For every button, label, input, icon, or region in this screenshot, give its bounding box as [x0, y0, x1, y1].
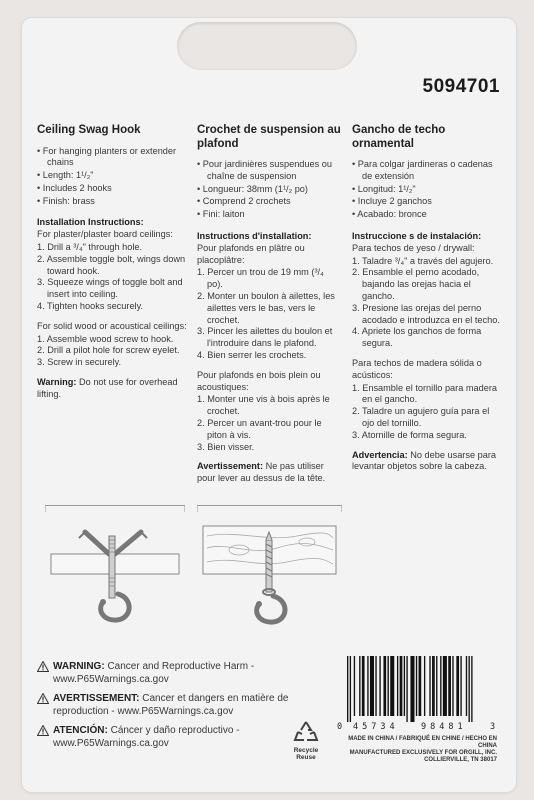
english-warning	[37, 377, 187, 401]
step-item: 1. Assemble wood screw to hook.	[37, 333, 174, 344]
feature-item: • Fini: laiton	[197, 209, 342, 221]
recycle-label: Recycle Reuse	[293, 746, 319, 761]
step-item: 2. Taladre un agujero guía para el ojo del tornillo.	[352, 406, 490, 428]
prop65-text: Cancer et dangers en matière de reproduction - www.P65Warnings.ca.gov	[53, 693, 289, 717]
french-features	[197, 159, 342, 221]
legal-line: MADE IN CHINA / FABRIQUÉ EN CHINE / HECHO EN CHINA	[348, 736, 497, 749]
spanish-title: Gancho de techo ornamental	[352, 124, 446, 150]
barcode-bar	[429, 656, 430, 716]
step-item: 2. Monter un boulon à ailettes, les ailettes vers le bas, vers le crochet.	[197, 290, 335, 325]
step-item: 2. Drill a pilot hole for screw eyelet.	[37, 345, 180, 356]
step-item: 4. Apriete los ganchos de forma segura.	[352, 326, 482, 349]
feature-item: • Para colgar jardineras o cadenas de extensión	[352, 159, 502, 183]
step-item: 2. Ensamble el perno acodado, bajando las orejas hacia el gancho.	[352, 267, 480, 301]
wood-screw-diagram	[197, 505, 342, 630]
barcode-bar	[350, 656, 351, 722]
spanish-warning	[352, 450, 502, 474]
barcode-bar	[436, 656, 437, 716]
french-column	[197, 124, 342, 485]
prop65-french	[37, 692, 297, 718]
english-features	[37, 146, 187, 208]
feature-item: • Length: 1¹/₂"	[37, 170, 187, 182]
step-item: 1. Monter une vis à bois après le crochet.	[197, 394, 330, 417]
recycle-logo	[288, 720, 324, 762]
upc-right-group: 98481	[421, 722, 467, 732]
wood-heading: Pour plafonds en bois plein ou acoustiques:	[197, 369, 321, 392]
install-heading: Instruccione s de instalación:	[352, 230, 482, 241]
barcode-bar	[456, 656, 459, 716]
toggle-bolt-illustration	[45, 506, 185, 631]
sku-number: 5094701	[422, 76, 500, 97]
legal-text	[337, 736, 497, 764]
step-item: 3. Squeeze wings of toggle bolt and insert into ceiling.	[37, 277, 183, 300]
feature-item: • Longitud: 1¹/₂"	[352, 184, 502, 196]
step-item: 2. Percer un avant-trou pour le piton à vis.	[197, 417, 322, 440]
barcode-bar	[379, 656, 380, 716]
step-item: 1. Taladre ³/₄" a través del agujero.	[352, 255, 494, 266]
barcode-bar	[400, 656, 403, 716]
barcode-bar	[390, 656, 394, 716]
feature-item: • Acabado: bronce	[352, 209, 502, 221]
barcode-bar	[404, 656, 405, 716]
warning-triangle-icon	[37, 693, 49, 704]
barcode-bar	[347, 656, 348, 722]
prop65-spanish	[37, 724, 297, 750]
step-item: 4. Tighten hooks securely.	[37, 301, 144, 312]
barcode-bar	[370, 656, 374, 716]
toggle-bolt-diagram	[45, 505, 185, 630]
warning-text: Do not use for overhead lifting.	[37, 377, 178, 399]
wood-screw-illustration	[197, 506, 342, 631]
plaster-heading: For plaster/plaster board ceilings:	[37, 229, 173, 240]
spanish-features	[352, 159, 502, 221]
step-item: 3. Screw in securely.	[37, 357, 122, 368]
barcode-bar	[410, 656, 414, 722]
barcode-bar	[452, 656, 453, 716]
barcode-bar	[354, 656, 355, 716]
step-item: 1. Percer un trou de 19 mm (³/₄ po).	[197, 267, 324, 290]
install-heading: Instructions d'installation:	[197, 230, 312, 241]
wood-steps	[197, 394, 342, 453]
step-item: 3. Pincer les ailettes du boulon et l'introduire dans le plafond.	[197, 326, 333, 349]
barcode-bar	[383, 656, 386, 716]
barcode-bar	[440, 656, 441, 716]
hang-hole	[177, 22, 357, 70]
plaster-steps	[37, 242, 187, 313]
feature-item: • For hanging planters or extender chains	[37, 146, 187, 170]
prop65-warnings	[37, 660, 297, 756]
warning-text: Ne pas utiliser pour lever au dessus de la tête.	[197, 461, 326, 484]
install-heading: Installation Instructions:	[37, 217, 144, 228]
wood-steps	[352, 383, 502, 442]
upc-last-digit: 3	[490, 722, 496, 732]
step-item: 1. Drill a ³/₄" through hole.	[37, 242, 143, 253]
barcode-bar	[362, 656, 365, 716]
plaster-heading: Para techos de yeso / drywall:	[352, 242, 475, 253]
spanish-column	[352, 124, 502, 473]
plaster-steps	[197, 267, 342, 361]
barcode-bar	[466, 656, 467, 716]
step-item: 3. Bien visser.	[197, 441, 255, 452]
upc-barcode	[337, 656, 497, 764]
barcode-bar	[460, 656, 461, 716]
upc-digits	[337, 722, 497, 734]
prop65-text: Cancer and Reproductive Harm - www.P65Warnings.ca.gov	[53, 661, 255, 685]
barcode-bar	[419, 656, 422, 716]
barcode-bar	[469, 656, 470, 722]
barcode-bar	[424, 656, 425, 716]
barcode-bar	[448, 656, 451, 716]
prop65-text: Cáncer y daño reproductivo - www.P65Warnings.ca.gov	[53, 725, 240, 749]
barcode-bar	[471, 656, 472, 722]
english-column	[37, 124, 187, 401]
step-item: 3. Atornille de forma segura.	[352, 429, 467, 440]
barcode-bar	[388, 656, 389, 716]
barcode-bar	[375, 656, 376, 716]
upc-left-group: 45734	[353, 722, 399, 732]
warning-text: No debe usarse para levantar objetos sobre la cabeza.	[352, 449, 497, 472]
barcode-bar	[443, 656, 447, 716]
barcode-bar	[397, 656, 398, 716]
step-item: 2. Assemble toggle bolt, wings down toward hook.	[37, 253, 186, 276]
legal-line: MANUFACTURED EXCLUSIVELY FOR ORGILL, INC.	[349, 750, 497, 756]
prop65-english	[37, 660, 297, 686]
prop65-label: WARNING:	[53, 661, 105, 672]
plaster-steps	[352, 256, 502, 350]
feature-item: • Finish: brass	[37, 196, 187, 208]
recycle-icon	[293, 720, 319, 744]
upc-first-digit: 0	[337, 722, 343, 732]
legal-line: COLLIERVILLE, TN 38017	[424, 757, 497, 763]
barcode-bar	[416, 656, 417, 716]
wood-steps	[37, 334, 187, 369]
warning-label: Avertissement:	[197, 461, 264, 472]
wood-heading: Para techos de madera sólida o acústicos:	[352, 357, 482, 380]
warning-label: Warning:	[37, 377, 77, 388]
feature-item: • Incluye 2 ganchos	[352, 196, 502, 208]
prop65-label: AVERTISSEMENT:	[53, 693, 140, 704]
french-title: Crochet de suspension au plafond	[197, 124, 341, 150]
warning-label: Advertencia:	[352, 449, 408, 460]
barcode-bar	[406, 656, 407, 722]
barcode-bar	[359, 656, 360, 716]
plaster-heading: Pour plafonds en plâtre ou placoplâtre:	[197, 242, 305, 265]
step-item: 4. Bien serrer les crochets.	[197, 349, 307, 360]
french-warning	[197, 461, 342, 485]
prop65-label: ATENCIÓN:	[53, 725, 108, 736]
barcode-bars	[337, 656, 497, 722]
feature-item: • Pour jardinières suspendues ou chaîne de suspension	[197, 159, 342, 183]
warning-triangle-icon	[37, 661, 49, 672]
english-title: Ceiling Swag Hook	[37, 124, 141, 136]
step-item: 1. Ensamble el tornillo para madera en el gancho.	[352, 382, 498, 405]
barcode-bar	[432, 656, 435, 716]
wood-heading: For solid wood or acoustical ceilings:	[37, 320, 187, 331]
barcode-bar	[367, 656, 368, 716]
step-item: 3. Presione las orejas del perno acodado e introduzca en el techo.	[352, 302, 500, 325]
feature-item: • Longueur: 38mm (1¹/₂ po)	[197, 184, 342, 196]
feature-item: • Includes 2 hooks	[37, 183, 187, 195]
warning-triangle-icon	[37, 725, 49, 736]
feature-item: • Comprend 2 crochets	[197, 196, 342, 208]
